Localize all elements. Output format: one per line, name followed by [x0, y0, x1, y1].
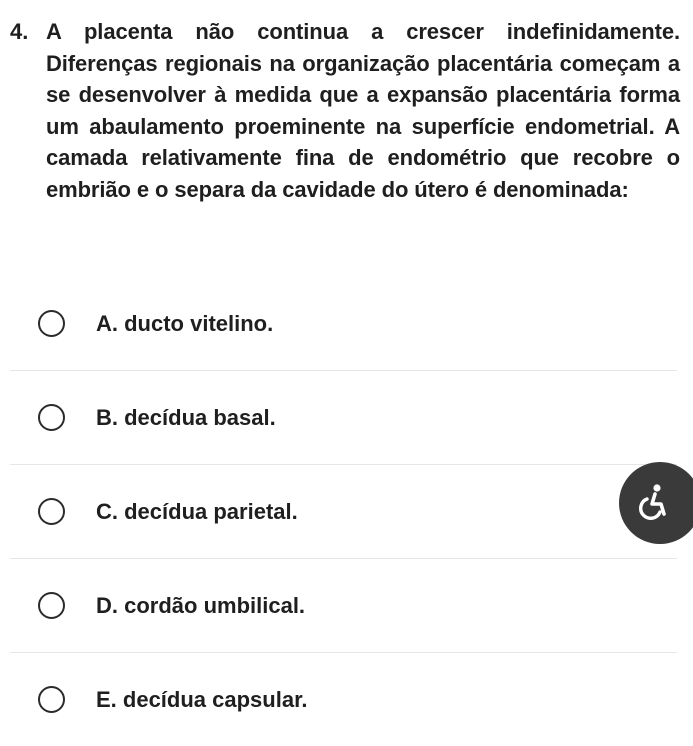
radio-button-b[interactable]	[38, 404, 65, 431]
radio-button-c[interactable]	[38, 498, 65, 525]
radio-button-a[interactable]	[38, 310, 65, 337]
question-number: 4.	[10, 19, 29, 44]
option-e[interactable]	[10, 653, 677, 746]
option-a[interactable]	[10, 277, 677, 371]
option-c-label: C. decídua parietal.	[96, 498, 298, 524]
option-d-label: D. cordão umbilical.	[96, 592, 306, 618]
option-c[interactable]	[10, 465, 677, 559]
option-d[interactable]	[10, 559, 677, 653]
accessibility-button[interactable]	[619, 462, 693, 544]
wheelchair-icon	[633, 483, 673, 523]
option-b-label: B. decídua basal.	[96, 404, 276, 430]
answer-options	[10, 277, 677, 746]
option-e-label: E. decídua capsular.	[96, 686, 308, 712]
option-a-label: A. ducto vitelino.	[96, 310, 274, 336]
question	[10, 16, 680, 205]
radio-button-d[interactable]	[38, 592, 65, 619]
radio-button-e[interactable]	[38, 686, 65, 713]
question-text: A placenta não continua a crescer indefinidamente. Diferenças regionais na organização placentária começam a se desenvolver à medida que a expansão placentária forma um abaulamento proeminente na superfície endometrial. A camada relativamente fina de endométrio que recobre o embrião e o separa da cavidade do útero é denominada:	[46, 19, 680, 202]
option-b[interactable]	[10, 371, 677, 465]
